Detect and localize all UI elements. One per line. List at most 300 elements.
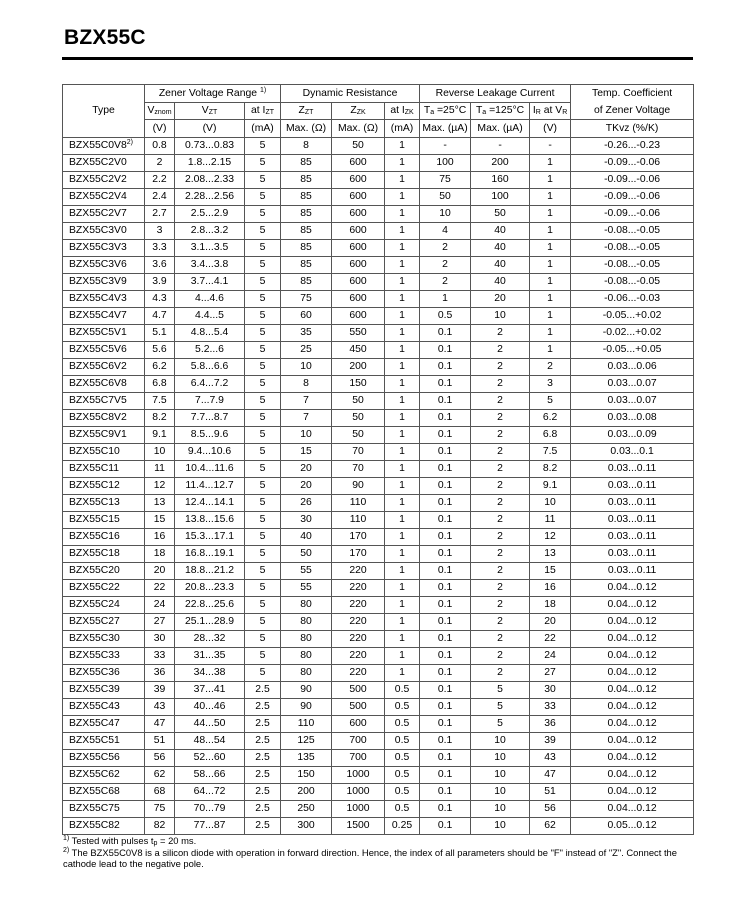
vznom-cell: 36 [145,664,175,681]
tk-cell: -0.08...-0.05 [571,222,694,239]
vzt-cell: 7.7...8.7 [175,409,245,426]
ir25-cell: - [420,137,471,154]
izt-cell: 5 [245,630,281,647]
izt-cell: 5 [245,307,281,324]
vr-cell: 1 [530,256,571,273]
tk-cell: 0.04...0.12 [571,647,694,664]
type-cell: BZX55C3V9 [63,273,145,290]
zzt-cell: 85 [281,171,332,188]
tk-cell: 0.05...0.12 [571,817,694,834]
vr-cell: 1 [530,273,571,290]
zzt-cell: 80 [281,630,332,647]
izk-cell: 1 [385,273,420,290]
type-header-cell-top [63,85,145,103]
type-cell: BZX55C51 [63,732,145,749]
footnote-1: $^{1)}$ Tested with pulses $t_p = 20$ ms. [63,835,197,847]
zzt-cell: 40 [281,528,332,545]
tk-cell: 0.04...0.12 [571,613,694,630]
vzt-cell: 25.1...28.9 [175,613,245,630]
ir125-cell: 10 [471,800,530,817]
tk-cell: 0.04...0.12 [571,698,694,715]
type-cell: BZX55C30 [63,630,145,647]
ir125-cell: 2 [471,647,530,664]
table-row [63,188,694,205]
table-row [63,324,694,341]
table-row [63,409,694,426]
vr-cell: 39 [530,732,571,749]
vznom-cell: 3.3 [145,239,175,256]
vr-cell: 11 [530,511,571,528]
vznom-cell: 12 [145,477,175,494]
vzt-cell: 0.73...0.83 [175,137,245,154]
vznom-cell: 82 [145,817,175,834]
type-cell: BZX55C27 [63,613,145,630]
zzk-cell: 1000 [332,800,385,817]
zzk-cell: 600 [332,188,385,205]
zzk-cell: 220 [332,630,385,647]
ir125-cell: 20 [471,290,530,307]
zzt-cell: 30 [281,511,332,528]
vznom-cell: 20 [145,562,175,579]
zzk-cell: 700 [332,732,385,749]
vznom-cell: 13 [145,494,175,511]
table-row [63,800,694,817]
vznom-cell: 51 [145,732,175,749]
tk-cell: 0.03...0.11 [571,477,694,494]
vzt-cell: 20.8...23.3 [175,579,245,596]
vzt-cell: 52...60 [175,749,245,766]
tk-cell: 0.04...0.12 [571,800,694,817]
vznom-cell: 4.7 [145,307,175,324]
izk-cell: 1 [385,647,420,664]
izt-cell: 5 [245,409,281,426]
zzk-cell: 600 [332,171,385,188]
vr-cell: 22 [530,630,571,647]
vr-cell: 1 [530,324,571,341]
zzk-cell: 600 [332,273,385,290]
table-row [63,545,694,562]
ir125-cell: 2 [471,528,530,545]
zzt-cell: 85 [281,154,332,171]
zzk-cell: 220 [332,613,385,630]
type-cell: BZX55C16 [63,528,145,545]
dynamic-resistance-header: Dynamic Resistance [281,85,420,103]
vzt-cell: 6.4...7.2 [175,375,245,392]
zzk-cell: 220 [332,596,385,613]
izt-cell: 2.5 [245,698,281,715]
spec-table-body [63,137,694,834]
izt-cell: 5 [245,545,281,562]
zzt-cell: 15 [281,443,332,460]
izk-cell: 1 [385,579,420,596]
ir125-cell: 2 [471,545,530,562]
tk-cell: 0.04...0.12 [571,579,694,596]
zzt-cell: 85 [281,188,332,205]
zzk-cell: 600 [332,239,385,256]
type-cell: BZX55C6V8 [63,375,145,392]
spec-table [62,84,694,835]
vzt-cell: 9.4...10.6 [175,443,245,460]
tk-cell: 0.04...0.12 [571,681,694,698]
ir25-cell: 0.1 [420,375,471,392]
izt-cell: 5 [245,596,281,613]
izk-cell: 0.5 [385,715,420,732]
izt-cell: 5 [245,392,281,409]
izk-cell: 1 [385,188,420,205]
zzt-cell: 80 [281,596,332,613]
zzk-cell: 50 [332,426,385,443]
zzt-cell: 7 [281,409,332,426]
zzk-cell: 600 [332,222,385,239]
type-cell: BZX55C4V7 [63,307,145,324]
ir125-cell: 2 [471,596,530,613]
zzk-cell: 500 [332,698,385,715]
ir125-cell: 10 [471,732,530,749]
vzt-cell: 3.7...4.1 [175,273,245,290]
type-cell: BZX55C11 [63,460,145,477]
vznom-cell: 68 [145,783,175,800]
tk-cell: 0.03...0.11 [571,460,694,477]
ir125-cell: 2 [471,562,530,579]
ir125-cell: 10 [471,749,530,766]
ir125-cell: 10 [471,307,530,324]
izt-cell: 5 [245,562,281,579]
type-cell: BZX55C47 [63,715,145,732]
ir25-cell: 0.1 [420,426,471,443]
zzt-cell: 80 [281,664,332,681]
type-cell: BZX55C4V3 [63,290,145,307]
type-cell: BZX55C7V5 [63,392,145,409]
vzt-cell: 5.8...6.6 [175,358,245,375]
type-cell: BZX55C2V7 [63,205,145,222]
izt-cell: 5 [245,290,281,307]
unit-cell: (mA) [385,120,420,138]
unit-cell: Max. (Ω) [281,120,332,138]
title-rule [62,57,693,60]
ir125-cell: 10 [471,783,530,800]
izk-cell: 0.5 [385,749,420,766]
vr-cell: 1 [530,222,571,239]
vzt-cell: 48...54 [175,732,245,749]
ir125-cell: 2 [471,613,530,630]
vzt-cell: 11.4...12.7 [175,477,245,494]
ir125-cell: 40 [471,256,530,273]
izt-cell: 5 [245,579,281,596]
type-cell: BZX55C3V6 [63,256,145,273]
vr-cell: 9.1 [530,477,571,494]
izt-cell: 5 [245,647,281,664]
vr-cell: 30 [530,681,571,698]
ir25-cell: 0.1 [420,698,471,715]
zzt-cell: 125 [281,732,332,749]
table-row [63,205,694,222]
type-cell: BZX55C22 [63,579,145,596]
tk-cell: 0.04...0.12 [571,732,694,749]
zzt-cell: 7 [281,392,332,409]
zzk-cell: 550 [332,324,385,341]
type-cell: BZX55C10 [63,443,145,460]
tk-cell: -0.06...-0.03 [571,290,694,307]
vzt-cell: 16.8...19.1 [175,545,245,562]
tk-cell: 0.03...0.06 [571,358,694,375]
table-row [63,358,694,375]
ir125-cell: 2 [471,511,530,528]
vzt-cell: 2.8...3.2 [175,222,245,239]
vznom-cell: 62 [145,766,175,783]
vzt-cell: 22.8...25.6 [175,596,245,613]
vzt-cell: 1.8...2.15 [175,154,245,171]
izt-cell: 5 [245,171,281,188]
tk-cell: 0.04...0.12 [571,715,694,732]
ir125-cell: 50 [471,205,530,222]
zzt-cell: 60 [281,307,332,324]
izk-cell: 1 [385,494,420,511]
type-header-cell-bottom [63,120,145,138]
tk-cell: -0.08...-0.05 [571,256,694,273]
table-row [63,341,694,358]
table-row [63,256,694,273]
ir25-cell: 0.1 [420,562,471,579]
table-row [63,596,694,613]
tk-cell: 0.03...0.11 [571,528,694,545]
vznom-cell: 6.8 [145,375,175,392]
izt-cell: 5 [245,528,281,545]
vzt-cell: 28...32 [175,630,245,647]
izt-cell: 5 [245,358,281,375]
tk-cell: 0.04...0.12 [571,596,694,613]
izk-cell: 1 [385,222,420,239]
ir25-cell: 2 [420,256,471,273]
ir125-cell: 40 [471,239,530,256]
vzt-cell: 2.5...2.9 [175,205,245,222]
table-row [63,392,694,409]
zzk-cell: 170 [332,545,385,562]
vznom-cell: 10 [145,443,175,460]
footnotes [63,835,695,870]
tk-cell: 0.03...0.07 [571,392,694,409]
ir25-cell: 0.1 [420,800,471,817]
vr-header: $I_R$ at $V_R$ [530,102,571,120]
vznom-cell: 30 [145,630,175,647]
zzt-cell: 135 [281,749,332,766]
type-cell: BZX55C43 [63,698,145,715]
ir125-cell: 2 [471,375,530,392]
vznom-cell: 15 [145,511,175,528]
vr-cell: 10 [530,494,571,511]
izk-cell: 0.5 [385,766,420,783]
tk-cell: -0.09...-0.06 [571,205,694,222]
zzt-cell: 50 [281,545,332,562]
zzt-cell: 75 [281,290,332,307]
vr-cell: 1 [530,188,571,205]
izt-header: at $I_{ZT}$ [245,102,281,120]
izk-cell: 0.5 [385,698,420,715]
vzt-cell: 64...72 [175,783,245,800]
izk-cell: 1 [385,545,420,562]
izk-cell: 1 [385,256,420,273]
table-row [63,137,694,154]
ir125-cell: 100 [471,188,530,205]
type-cell: BZX55C75 [63,800,145,817]
ir25-cell: 0.1 [420,392,471,409]
leakage-current-header: Reverse Leakage Current [420,85,571,103]
zzt-cell: 26 [281,494,332,511]
vr-cell: 16 [530,579,571,596]
zzk-cell: 600 [332,715,385,732]
tk-cell: 0.03...0.1 [571,443,694,460]
tk-cell: 0.03...0.11 [571,562,694,579]
ir25-cell: 0.1 [420,545,471,562]
table-row [63,290,694,307]
izt-cell: 5 [245,477,281,494]
tk-cell: -0.05...+0.05 [571,341,694,358]
table-row [63,630,694,647]
vznom-cell: 3.6 [145,256,175,273]
zzk-cell: 1000 [332,783,385,800]
tk-cell: 0.03...0.09 [571,426,694,443]
zzt-cell: 85 [281,239,332,256]
type-cell: BZX55C9V1 [63,426,145,443]
tk-cell: -0.05...+0.02 [571,307,694,324]
izk-cell: 1 [385,154,420,171]
zzk-cell: 170 [332,528,385,545]
unit-cell: TKvz (%/K) [571,120,694,138]
header-row-groups [63,85,694,103]
table-row [63,171,694,188]
vznom-cell: 3 [145,222,175,239]
ir25-cell: 100 [420,154,471,171]
tk-cell: 0.03...0.11 [571,511,694,528]
vznom-cell: 2.7 [145,205,175,222]
izt-cell: 5 [245,205,281,222]
zzt-cell: 10 [281,426,332,443]
izt-cell: 5 [245,375,281,392]
ir25-cell: 0.1 [420,749,471,766]
vznom-cell: 43 [145,698,175,715]
type-cell: BZX55C36 [63,664,145,681]
vznom-cell: 0.8 [145,137,175,154]
izt-cell: 5 [245,256,281,273]
type-cell: BZX55C3V0 [63,222,145,239]
vr-cell: 5 [530,392,571,409]
vzt-cell: 2.08...2.33 [175,171,245,188]
vzt-cell: 34...38 [175,664,245,681]
zzk-cell: 110 [332,511,385,528]
vr-cell: 13 [530,545,571,562]
zzt-cell: 85 [281,256,332,273]
tk-cell: 0.03...0.11 [571,545,694,562]
izt-cell: 2.5 [245,749,281,766]
izk-cell: 0.5 [385,800,420,817]
unit-cell: Max. (Ω) [332,120,385,138]
vr-cell: 1 [530,205,571,222]
izk-cell: 1 [385,528,420,545]
vr-cell: 51 [530,783,571,800]
table-row [63,698,694,715]
unit-cell: (mA) [245,120,281,138]
type-cell: BZX55C18 [63,545,145,562]
zzt-cell: 20 [281,477,332,494]
ir25-cell: 0.1 [420,460,471,477]
zzk-cell: 220 [332,664,385,681]
izt-cell: 5 [245,613,281,630]
table-row [63,817,694,834]
zzk-cell: 90 [332,477,385,494]
vr-cell: 6.2 [530,409,571,426]
ir125-header: $T_a =125^\circ C$ [471,102,530,120]
unit-cell: (V) [530,120,571,138]
ir25-cell: 0.1 [420,783,471,800]
ir25-cell: 1 [420,290,471,307]
vznom-cell: 6.2 [145,358,175,375]
ir25-cell: 0.1 [420,613,471,630]
vr-cell: 12 [530,528,571,545]
table-row [63,579,694,596]
vzt-cell: 18.8...21.2 [175,562,245,579]
ir25-cell: 0.5 [420,307,471,324]
ir25-cell: 0.1 [420,528,471,545]
izt-cell: 5 [245,188,281,205]
ir125-cell: 10 [471,766,530,783]
vzt-cell: 13.8...15.6 [175,511,245,528]
ir25-cell: 0.1 [420,817,471,834]
zzk-cell: 600 [332,154,385,171]
tk-cell: -0.08...-0.05 [571,239,694,256]
izt-cell: 5 [245,239,281,256]
vzt-cell: 15.3...17.1 [175,528,245,545]
vr-cell: 1 [530,171,571,188]
zzt-cell: 250 [281,800,332,817]
zzt-cell: 8 [281,137,332,154]
type-cell: BZX55C68 [63,783,145,800]
izk-cell: 0.5 [385,681,420,698]
zzt-cell: 35 [281,324,332,341]
izk-cell: 1 [385,426,420,443]
vr-cell: 3 [530,375,571,392]
ir125-cell: 5 [471,698,530,715]
izt-cell: 5 [245,324,281,341]
ir25-header: $T_a =25^\circ C$ [420,102,471,120]
ir25-cell: 0.1 [420,511,471,528]
izk-cell: 1 [385,324,420,341]
table-row [63,375,694,392]
vr-cell: 1 [530,154,571,171]
zener-voltage-header: Zener Voltage Range $^{1)}$ [145,85,281,103]
zzt-cell: 110 [281,715,332,732]
table-row [63,239,694,256]
vznom-cell: 4.3 [145,290,175,307]
vznom-cell: 27 [145,613,175,630]
zzk-cell: 1000 [332,766,385,783]
ir125-cell: 2 [471,426,530,443]
ir25-cell: 0.1 [420,630,471,647]
zzk-cell: 220 [332,562,385,579]
izt-cell: 2.5 [245,681,281,698]
vr-cell: 62 [530,817,571,834]
ir125-cell: - [471,137,530,154]
table-row [63,511,694,528]
izt-cell: 2.5 [245,715,281,732]
zzk-cell: 450 [332,341,385,358]
type-cell: BZX55C3V3 [63,239,145,256]
table-row [63,494,694,511]
zzt-cell: 10 [281,358,332,375]
vr-cell: 20 [530,613,571,630]
vr-cell: 18 [530,596,571,613]
ir25-cell: 0.1 [420,664,471,681]
vznom-cell: 8.2 [145,409,175,426]
zzk-cell: 50 [332,392,385,409]
